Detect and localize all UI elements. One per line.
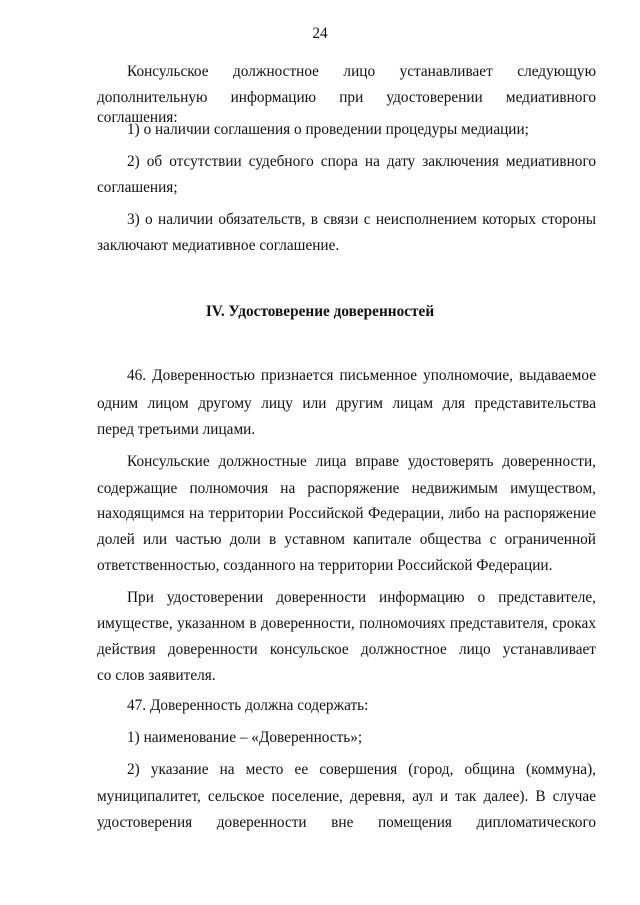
list-item: заключают медиативное соглашение. (97, 237, 340, 254)
paragraph-line: находящимся на территории Российской Федерации, либо на распоряжение (97, 505, 596, 522)
list-item: соглашения; (97, 179, 178, 196)
page-number: 24 (312, 25, 328, 42)
list-item: 3) о наличии обязательств, в связи с неисполнением которых стороны (127, 211, 596, 228)
paragraph-line: действия доверенности консульское должностное лицо устанавливает (97, 641, 596, 658)
list-item: муниципалитет, сельское поселение, деревня, аул и так далее). В случае (97, 788, 596, 805)
paragraph-line: перед третьими лицами. (97, 421, 256, 438)
paragraph-line: При удостоверении доверенности информацию о представителе, (127, 589, 596, 606)
list-item: 1) наименование – «Доверенность»; (127, 729, 363, 746)
list-item: 2) указание на место ее совершения (город, община (коммуна), (127, 761, 596, 778)
paragraph-line: Консульские должностные лица вправе удостоверять доверенности, (127, 453, 596, 470)
paragraph-line: Консульское должностное лицо устанавливает следующую (127, 63, 596, 80)
paragraph-line: долей или частью доли в уставном капитале общества с ограниченной (97, 531, 596, 548)
list-item: 2) об отсутствии судебного спора на дату заключения медиативного (127, 153, 596, 170)
paragraph-line: со слов заявителя. (97, 667, 216, 684)
paragraph-line: имуществе, указанном в доверенности, полномочиях представителя, сроках (97, 615, 596, 632)
list-item: 1) о наличии соглашения о проведении процедуры медиации; (127, 121, 529, 138)
list-item: удостоверения доверенности вне помещения дипломатического (97, 814, 596, 831)
paragraph-line: ответственностью, созданного на территории Российской Федерации. (97, 557, 553, 574)
paragraph-line: дополнительную информацию при удостоверении медиативного соглашения: (97, 89, 596, 126)
paragraph-line: 46. Доверенностью признается письменное уполномочие, выдаваемое (127, 367, 596, 384)
paragraph-line: 47. Доверенность должна содержать: (127, 697, 369, 714)
section-heading: IV. Удостоверение доверенностей (205, 303, 435, 320)
paragraph-line: содержащие полномочия на распоряжение недвижимым имуществом, (97, 480, 596, 497)
paragraph-line: одним лицом другому лицу или другим лицам для представительства (97, 395, 596, 412)
